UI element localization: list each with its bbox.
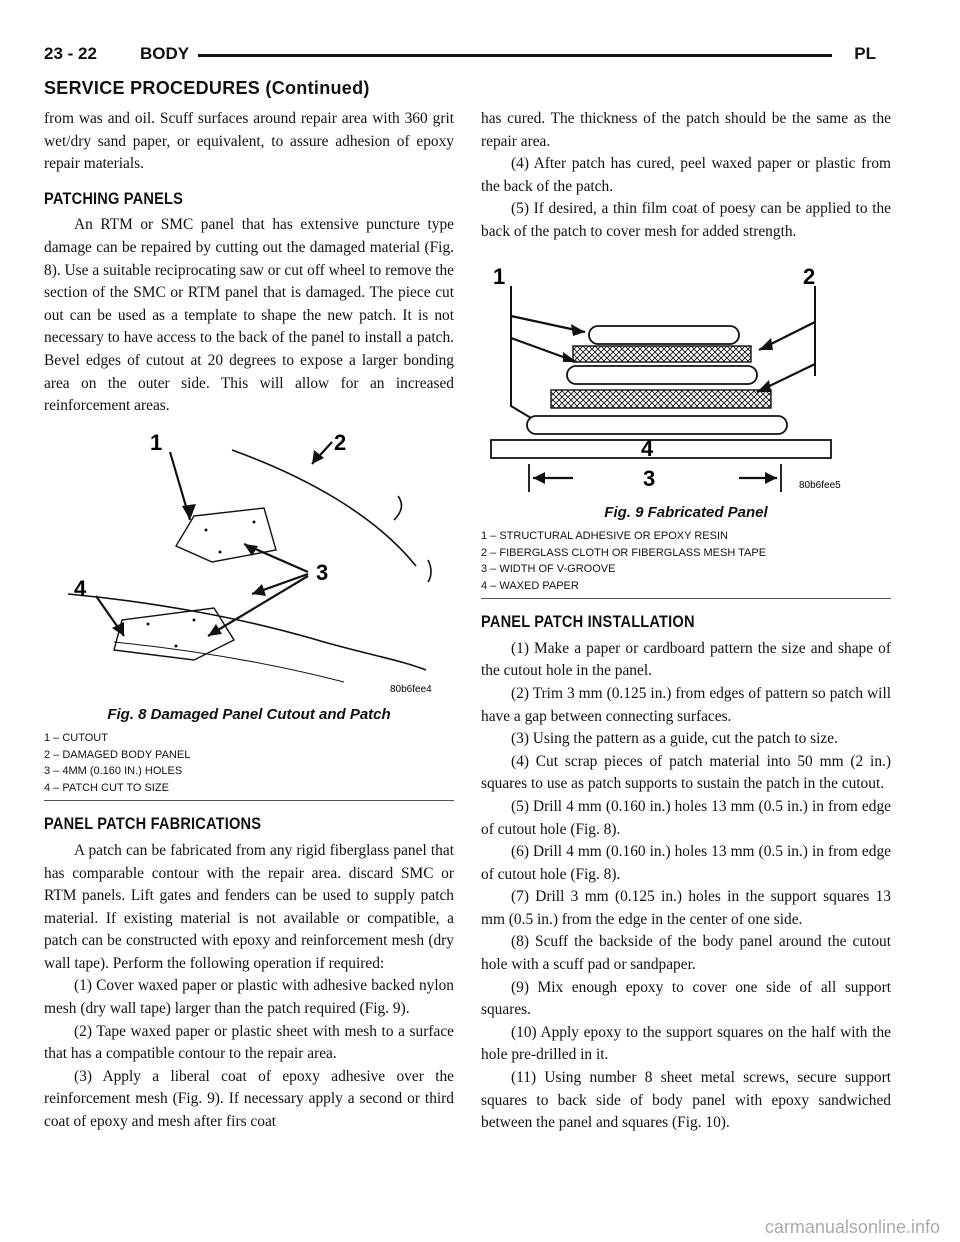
model-code: PL bbox=[854, 44, 876, 63]
panel-curl bbox=[394, 496, 401, 520]
page-title: SERVICE PROCEDURES (Continued) bbox=[44, 78, 370, 98]
panel-right-bracket bbox=[428, 560, 431, 582]
watermark: carmanualsonline.info bbox=[764, 1217, 940, 1237]
fig9-title: Fig. 9 Fabricated Panel bbox=[604, 503, 768, 521]
fabrication-step: (5) If desired, a thin film coat of poesy can be applied to the back of the patch to cover mesh for added strength. bbox=[481, 200, 891, 240]
header-rule bbox=[198, 54, 832, 57]
leader-1 bbox=[511, 286, 531, 418]
page-number: 23 - 22 bbox=[44, 44, 97, 63]
patching-paragraph: An RTM or SMC panel that has extensive puncture type damage can be repaired by cutting out the damaged material (Fig. 8). Use a suitable reciprocating saw or cut off wheel to remove the section of the SMC or RTM panel that is damaged. The piece cut out can be used as a template to shape the new patch. It is not necessary to have access to the back of the panel to install a patch. Bevel edges of cutout at 20 degrees to expose a larger bonding area on the outer side. This will allow for an increased reinforcement areas. bbox=[44, 216, 454, 415]
intro-paragraph: from was and oil. Scuff surfaces around repair area with 360 grit wet/dry sand paper, or equivalent, to assure adhesion of epoxy repair materials. bbox=[44, 110, 454, 173]
fig9-legend bbox=[481, 528, 891, 594]
legend-item: 3 – 4MM (0.160 IN.) HOLES bbox=[44, 765, 183, 778]
epoxy-layer-middle bbox=[567, 366, 757, 384]
installation-step: (1) Make a paper or cardboard pattern the size and shape of the cutout hole in the panel. bbox=[481, 639, 891, 680]
legend-item: 4 – PATCH CUT TO SIZE bbox=[44, 781, 169, 794]
legend-item: 3 – WIDTH OF V-GROOVE bbox=[481, 563, 616, 576]
installation-step: (10) Apply epoxy to the support squares on the half with the hole pre-drilled in it. bbox=[481, 1023, 891, 1064]
left-column bbox=[44, 108, 454, 1134]
section-name: BODY bbox=[140, 44, 190, 63]
installation-step: (2) Trim 3 mm (0.125 in.) from edges of pattern so patch will have a gap between connecting surfaces. bbox=[481, 684, 891, 725]
arrow-3b-head bbox=[252, 584, 266, 596]
figure-9 bbox=[481, 256, 891, 600]
fig8-legend bbox=[44, 730, 454, 796]
epoxy-layer-bottom bbox=[527, 416, 787, 434]
fabrication-step: (4) After patch has cured, peel waxed paper or plastic from the back of the patch. bbox=[481, 155, 891, 195]
fabrication-heading: PANEL PATCH FABRICATIONS bbox=[44, 814, 262, 834]
fig9-callout-4: 4 bbox=[641, 435, 654, 461]
fig9-callout-1: 1 bbox=[493, 263, 506, 289]
fig8-callout-1: 1 bbox=[150, 429, 163, 455]
continued-paragraph: has cured. The thickness of the patch should be the same as the repair area. bbox=[481, 110, 891, 150]
page-header bbox=[44, 44, 876, 68]
installation-step: (6) Drill 4 mm (0.160 in.) holes 13 mm (0.5 in.) in from edge of cutout hole (Fig. 8). bbox=[481, 843, 891, 883]
fig9-callout-3: 3 bbox=[643, 465, 656, 491]
fig9-rule bbox=[481, 598, 891, 599]
fig8-callout-2: 2 bbox=[334, 429, 347, 455]
figure-8 bbox=[44, 424, 454, 802]
arrow-3c-line bbox=[208, 576, 308, 636]
fig8-illustration bbox=[44, 424, 454, 702]
fig8-callout-4: 4 bbox=[74, 575, 87, 601]
legend-item: 1 – CUTOUT bbox=[44, 732, 108, 745]
fabrication-step: (2) Tape waxed paper or plastic sheet with mesh to a surface that has a compatible contour to the repair area. bbox=[44, 1022, 454, 1063]
fabrication-step: (3) Apply a liberal coat of epoxy adhesive over the reinforcement mesh (Fig. 9). If necessary apply a second or third coat of epoxy and mesh after firs coat bbox=[44, 1067, 454, 1131]
waxed-paper-base bbox=[491, 440, 831, 458]
fabrication-step: (1) Cover waxed paper or plastic with adhesive backed nylon mesh (dry wall tape) larger than the patch required (Fig. 9). bbox=[44, 977, 454, 1018]
fig9-callout-2: 2 bbox=[803, 263, 816, 289]
installation-step: (7) Drill 3 mm (0.125 in.) holes in the support squares 13 mm (0.5 in.) from the edge in the center of one side. bbox=[481, 888, 891, 928]
installation-step: (9) Mix enough epoxy to cover one side of all support squares. bbox=[481, 978, 891, 1019]
fig8-code: 80b6fee4 bbox=[390, 683, 432, 695]
installation-step: (8) Scuff the backside of the body panel around the cutout hole with a scuff pad or sandpaper. bbox=[481, 933, 891, 974]
legend-item: 2 – FIBERGLASS CLOTH OR FIBERGLASS MESH TAPE bbox=[481, 546, 767, 559]
legend-item: 4 – WAXED PAPER bbox=[481, 579, 579, 592]
patching-heading: PATCHING PANELS bbox=[44, 188, 184, 208]
panel-lower-edge bbox=[114, 642, 344, 682]
fig9-illustration bbox=[481, 256, 891, 500]
installation-step: (5) Drill 4 mm (0.160 in.) holes 13 mm (0.5 in.) in from edge of cutout hole (Fig. 8). bbox=[481, 797, 891, 838]
right-column bbox=[481, 108, 891, 1135]
legend-item: 1 – STRUCTURAL ADHESIVE OR EPOXY RESIN bbox=[481, 530, 728, 543]
mesh-layer-top bbox=[573, 346, 751, 362]
installation-step: (11) Using number 8 sheet metal screws, secure support squares to back side of body panel with epoxy sandwiched between the panel and squares (Fig. 10). bbox=[481, 1069, 891, 1132]
legend-item: 2 – DAMAGED BODY PANEL bbox=[44, 748, 191, 761]
fig8-title: Fig. 8 Damaged Panel Cutout and Patch bbox=[107, 705, 391, 723]
fig8-rule bbox=[44, 800, 454, 801]
fig9-code: 80b6fee5 bbox=[799, 479, 841, 491]
fabrication-paragraph: A patch can be fabricated from any rigid fiberglass panel that has comparable contour with the repair area. discard SMC or RTM panels. Lift gates and fenders can be used to supply patch material. If existing material is not available or compatible, a patch can be constructed with epoxy and reinforcement mesh (dry wall tape). Perform the following operation if required: bbox=[44, 841, 454, 972]
arrow-1-head bbox=[182, 504, 196, 520]
installation-step: (4) Cut scrap pieces of patch material into 50 mm (2 in.) squares to use as patch supports to sustain the patch in the cutout. bbox=[481, 752, 891, 793]
installation-heading: PANEL PATCH INSTALLATION bbox=[481, 612, 695, 632]
epoxy-layer-top bbox=[589, 326, 739, 344]
installation-step: (3) Using the pattern as a guide, cut the patch to size. bbox=[511, 730, 838, 748]
fig8-callout-3: 3 bbox=[316, 559, 329, 585]
mesh-layer-bottom bbox=[551, 390, 771, 408]
